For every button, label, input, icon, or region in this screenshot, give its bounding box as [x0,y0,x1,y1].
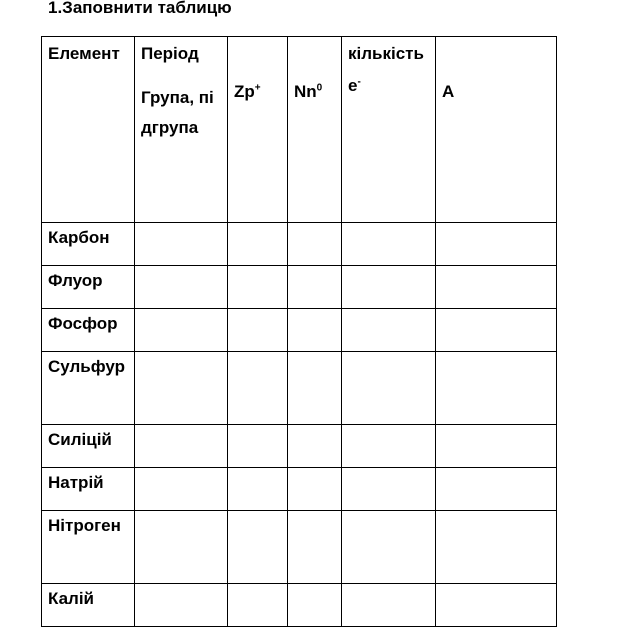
row-a-cell[interactable] [436,309,557,352]
row-nn-cell[interactable] [288,511,342,584]
header-zp-label: Zp [234,82,255,101]
row-a-cell[interactable] [436,266,557,309]
table-header-row [42,37,557,223]
row-period-cell[interactable] [135,266,228,309]
row-element-cell: Сульфур [42,352,135,425]
header-a-label: A [442,82,455,101]
table-row [42,309,557,352]
task-title: 1.Заповнити таблицю [48,0,232,17]
row-zp-cell[interactable] [228,223,288,266]
row-element-cell: Силіцій [42,425,135,468]
header-nn-sup: 0 [316,82,323,94]
row-element-cell: Натрій [42,468,135,511]
row-nn-cell[interactable] [288,266,342,309]
header-count-label: кількість [348,44,424,63]
row-nn-cell[interactable] [288,352,342,425]
row-period-cell[interactable] [135,511,228,584]
table-row [42,266,557,309]
header-period-label: Період [141,44,199,63]
row-e-cell[interactable] [342,309,436,352]
header-zp-sup: + [254,82,261,94]
row-zp-cell[interactable] [228,511,288,584]
row-a-cell[interactable] [436,425,557,468]
row-element-cell: Флуор [42,266,135,309]
row-element-cell: Карбон [42,223,135,266]
header-group-label: Група, підгрупа [141,88,214,137]
row-e-cell[interactable] [342,266,436,309]
row-element-cell: Фосфор [42,309,135,352]
row-zp-cell[interactable] [228,468,288,511]
row-e-cell[interactable] [342,468,436,511]
row-nn-cell[interactable] [288,309,342,352]
header-period-group [135,37,228,223]
table-row [42,511,557,584]
row-e-cell[interactable] [342,352,436,425]
header-nn-label: Nn [294,82,317,101]
row-nn-cell[interactable] [288,468,342,511]
header-a [436,37,557,223]
header-zp [228,37,288,223]
row-zp-cell[interactable] [228,584,288,627]
row-e-cell[interactable] [342,223,436,266]
element-table [41,36,557,627]
header-nn [288,37,342,223]
row-zp-cell[interactable] [228,309,288,352]
table-row [42,352,557,425]
row-zp-cell[interactable] [228,425,288,468]
row-e-cell[interactable] [342,425,436,468]
row-a-cell[interactable] [436,584,557,627]
row-e-cell[interactable] [342,584,436,627]
header-element-label: Елемент [48,44,120,63]
table-row [42,425,557,468]
row-e-cell[interactable] [342,511,436,584]
row-a-cell[interactable] [436,511,557,584]
row-nn-cell[interactable] [288,584,342,627]
row-element-cell: Нітроген [42,511,135,584]
row-period-cell[interactable] [135,309,228,352]
header-e-label: e [348,76,358,95]
row-zp-cell[interactable] [228,266,288,309]
row-nn-cell[interactable] [288,223,342,266]
row-element-cell: Калій [42,584,135,627]
row-a-cell[interactable] [436,223,557,266]
row-a-cell[interactable] [436,468,557,511]
header-e-sup: - [357,76,361,88]
row-period-cell[interactable] [135,352,228,425]
row-period-cell[interactable] [135,425,228,468]
row-period-cell[interactable] [135,223,228,266]
row-period-cell[interactable] [135,468,228,511]
table-row [42,584,557,627]
table-row [42,468,557,511]
row-zp-cell[interactable] [228,352,288,425]
header-element [42,37,135,223]
row-period-cell[interactable] [135,584,228,627]
header-count-e [342,37,436,223]
table-row [42,223,557,266]
row-a-cell[interactable] [436,352,557,425]
row-nn-cell[interactable] [288,425,342,468]
